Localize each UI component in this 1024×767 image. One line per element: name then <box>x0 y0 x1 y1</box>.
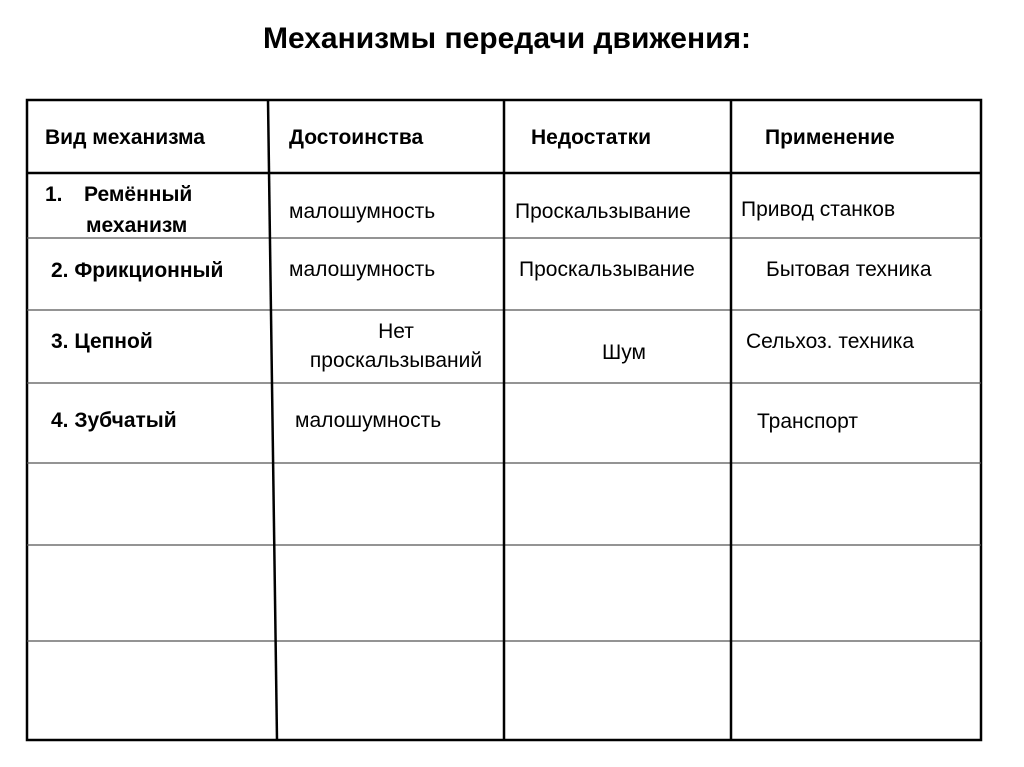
cell-application: Сельхоз. техника <box>746 330 915 353</box>
cell-type: Ремённый <box>84 183 193 206</box>
cell-type-number: 1. <box>45 183 63 206</box>
cell-disadvantage: Проскальзывание <box>519 258 695 281</box>
cell-advantage: малошумность <box>289 258 436 281</box>
cell-disadvantage: Шум <box>602 341 646 364</box>
cell-type: 4. Зубчатый <box>51 409 177 432</box>
header-type: Вид механизма <box>45 126 205 149</box>
header-disadvantages: Недостатки <box>531 126 652 149</box>
cell-advantage: малошумность <box>289 200 436 223</box>
cell-type: 2. Фрикционный <box>51 259 224 282</box>
cell-advantage: Нет <box>378 320 414 343</box>
cell-application: Привод станков <box>741 198 896 221</box>
cell-type-continued: механизм <box>86 214 188 237</box>
cell-type: 3. Цепной <box>51 330 153 353</box>
cell-application: Транспорт <box>757 410 858 433</box>
cell-application: Бытовая техника <box>766 258 932 281</box>
page-title: Механизмы передачи движения: <box>262 22 752 55</box>
cell-advantage-continued: проскальзываний <box>309 349 483 372</box>
header-application: Применение <box>765 126 895 149</box>
header-advantages: Достоинства <box>289 126 424 149</box>
cell-disadvantage: Проскальзывание <box>515 200 691 223</box>
cell-advantage: малошумность <box>295 409 442 432</box>
column-divider <box>268 100 277 740</box>
